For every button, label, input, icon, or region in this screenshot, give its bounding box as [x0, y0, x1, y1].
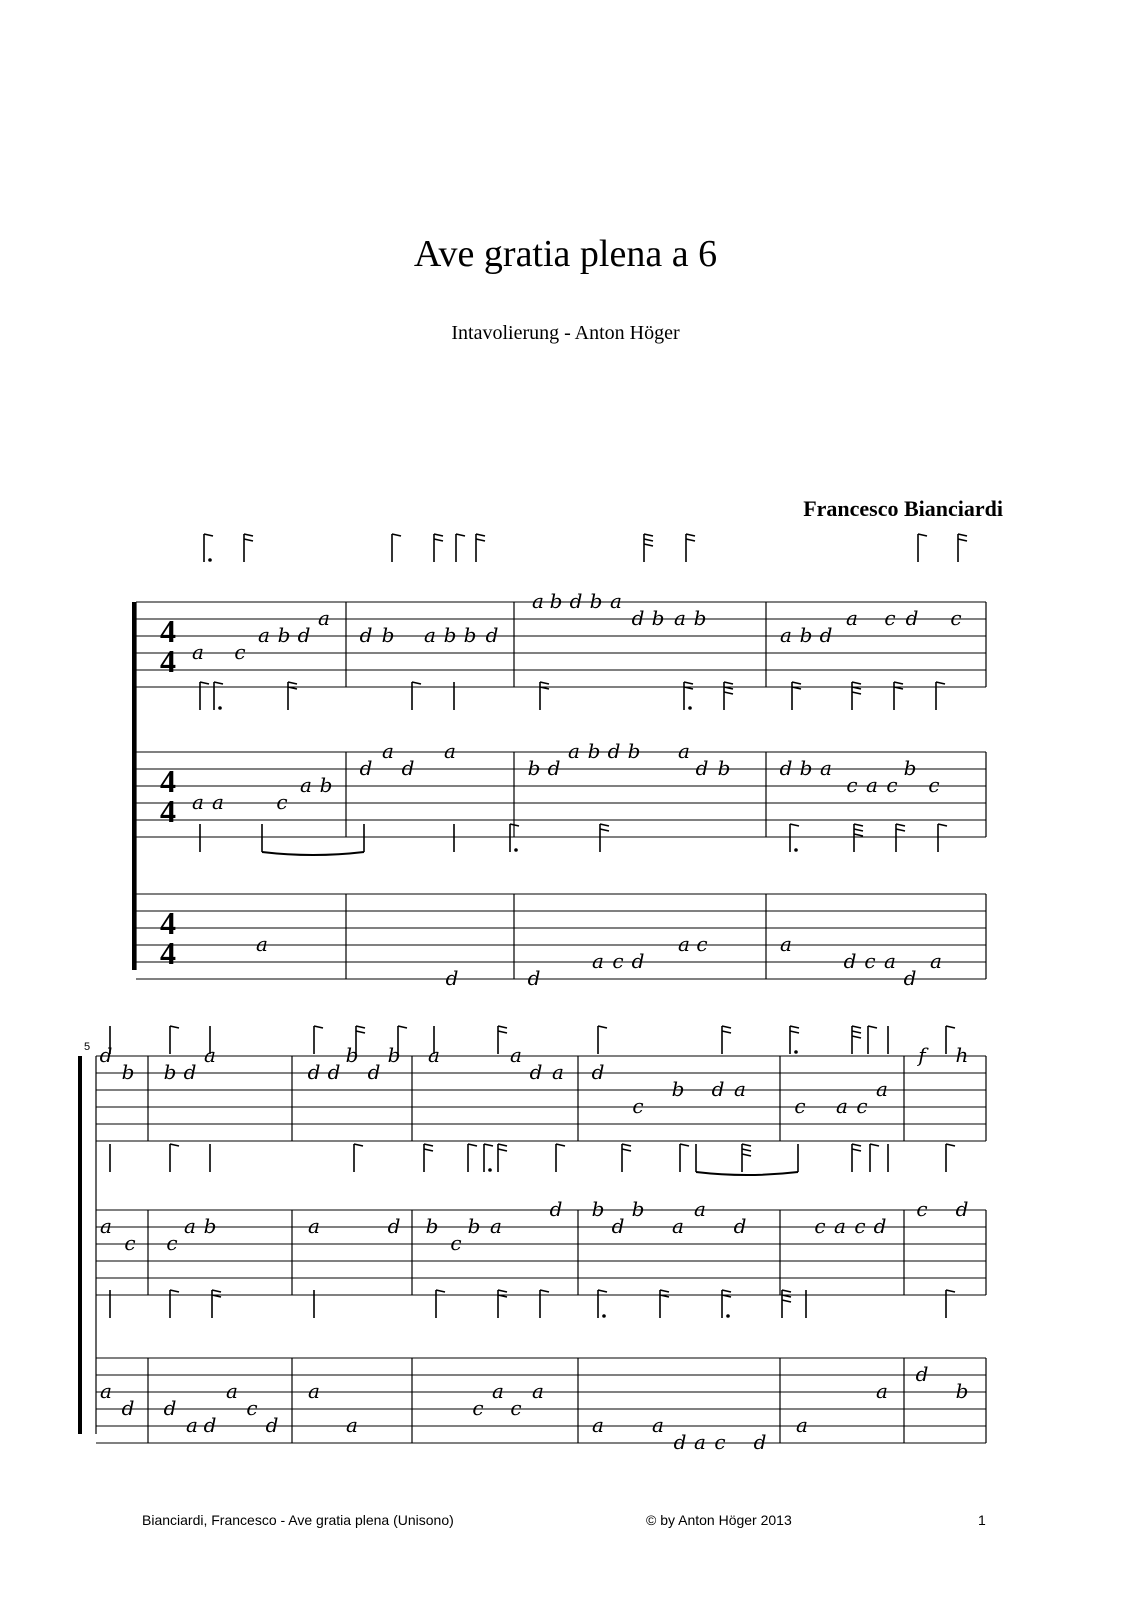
rhythm-flag: [854, 824, 863, 826]
rhythm-flag: [398, 1026, 407, 1028]
rhythm-flag: [244, 534, 253, 536]
rhythm-flag: [498, 1290, 507, 1292]
time-signature-numerator: 4: [160, 905, 176, 941]
tab-letter: a: [884, 949, 896, 973]
tab-letter: c: [814, 1214, 826, 1238]
tab-letter: c: [166, 1231, 178, 1255]
tab-letter: b: [463, 623, 477, 647]
tab-letter: b: [443, 623, 457, 647]
rhythm-flag: [170, 1026, 179, 1028]
tab-letter: b: [387, 1043, 401, 1067]
tab-letter: d: [359, 623, 373, 647]
time-signature-numerator: 4: [160, 763, 176, 799]
rhythm-flag: [204, 534, 213, 536]
tab-letter: c: [696, 932, 708, 956]
rhythm-flag: [476, 534, 485, 536]
rhythm-flag: [356, 1026, 365, 1028]
rhythm-flag: [946, 1026, 955, 1028]
tab-letter: d: [527, 966, 541, 990]
tab-letter: a: [780, 623, 792, 647]
rhythm-flag: [434, 539, 443, 541]
tab-letter: c: [854, 1214, 866, 1238]
rhythm-flag: [684, 682, 693, 684]
rhythm-flag: [356, 1031, 365, 1033]
tab-letter: c: [612, 949, 624, 973]
tab-letter: a: [258, 623, 270, 647]
tab-letter: f: [918, 1043, 926, 1067]
rhythm-flag: [852, 1144, 861, 1146]
rhythm-flag: [498, 1149, 507, 1151]
tab-letter: a: [592, 949, 604, 973]
tab-letter: b: [591, 1197, 605, 1221]
tab-letter: c: [246, 1396, 258, 1420]
tab-letter: a: [866, 773, 878, 797]
tab-letter: d: [163, 1396, 177, 1420]
tab-letter: d: [607, 739, 621, 763]
tab-letter: c: [864, 949, 876, 973]
tab-letter: b: [121, 1060, 135, 1084]
rhythm-flag: [852, 1031, 861, 1033]
tab-letter: a: [382, 739, 394, 763]
tab-letter: d: [915, 1362, 929, 1386]
tab-letter: b: [589, 589, 603, 613]
tab-letter: d: [631, 949, 645, 973]
tab-letter: a: [532, 589, 544, 613]
rhythm-flag: [498, 1026, 507, 1028]
rhythm-flag: [852, 1036, 861, 1038]
footer-piece-info: Bianciardi, Francesco - Ave gratia plena (Unisono): [142, 1512, 454, 1528]
tab-letter: c: [916, 1197, 928, 1221]
rhythm-flag: [600, 824, 609, 826]
tab-letter: d: [733, 1214, 747, 1238]
tab-letter: d: [905, 606, 919, 630]
rhythm-flag: [724, 692, 733, 694]
tab-letter: a: [490, 1214, 502, 1238]
rhythm-flag: [946, 1290, 955, 1292]
tab-letter: b: [799, 623, 813, 647]
tab-letter: a: [346, 1413, 358, 1437]
rhythm-flag: [724, 682, 733, 684]
tab-letter: a: [820, 756, 832, 780]
tab-letter: d: [265, 1413, 279, 1437]
rhythm-flag: [468, 1144, 477, 1146]
rhythm-flag: [540, 1290, 549, 1292]
tab-letter: a: [674, 606, 686, 630]
rhythm-flag: [476, 539, 485, 541]
rhythm-dot: [514, 848, 518, 852]
tab-letter: a: [212, 790, 224, 814]
rhythm-flag: [782, 1300, 791, 1302]
rhythm-flag: [212, 1290, 221, 1292]
tab-letter: a: [192, 640, 204, 664]
rhythm-flag: [244, 539, 253, 541]
tab-letter: c: [794, 1094, 806, 1118]
rhythm-flag: [314, 1026, 323, 1028]
tab-letter: a: [300, 773, 312, 797]
rhythm-flag: [722, 1290, 731, 1292]
rhythm-flag: [170, 1290, 179, 1292]
tab-letter: a: [184, 1214, 196, 1238]
tab-letter: b: [549, 589, 563, 613]
rhythm-flag: [870, 1144, 879, 1146]
tab-letter: a: [678, 932, 690, 956]
tab-letter: d: [297, 623, 311, 647]
tab-letter: d: [673, 1430, 687, 1454]
tab-letter: a: [444, 739, 456, 763]
rhythm-flag: [854, 834, 863, 836]
tab-letter: d: [445, 966, 459, 990]
tab-letter: a: [510, 1043, 522, 1067]
rhythm-flag: [622, 1144, 631, 1146]
rhythm-flag: [790, 1031, 799, 1033]
tab-letter: c: [886, 773, 898, 797]
rhythm-flag: [852, 682, 861, 684]
rhythm-flag: [686, 539, 695, 541]
rhythm-flag: [436, 1290, 445, 1292]
rhythm-flag: [214, 682, 223, 684]
tab-letter: b: [717, 756, 731, 780]
tab-letter: d: [529, 1060, 543, 1084]
time-signature-denominator: 4: [160, 793, 176, 829]
tab-letter: d: [307, 1060, 321, 1084]
tab-letter: a: [100, 1379, 112, 1403]
tab-letter: b: [203, 1214, 217, 1238]
tab-letter: c: [276, 790, 288, 814]
tab-letter: a: [568, 739, 580, 763]
tab-letter: d: [121, 1396, 135, 1420]
tab-letter: b: [903, 756, 917, 780]
measure-number: 5: [84, 1041, 91, 1053]
tab-letter: a: [186, 1413, 198, 1437]
rhythm-flag: [354, 1144, 363, 1146]
rhythm-flag: [742, 1149, 751, 1151]
tab-letter: b: [651, 606, 665, 630]
tab-letter: b: [799, 756, 813, 780]
tab-letter: c: [714, 1430, 726, 1454]
rhythm-flag: [946, 1144, 955, 1146]
tab-letter: a: [592, 1413, 604, 1437]
composer-name: Francesco Bianciardi: [803, 496, 1003, 521]
tab-letter: b: [631, 1197, 645, 1221]
rhythm-flag: [484, 1144, 493, 1146]
rhythm-flag: [598, 1290, 607, 1292]
rhythm-flag: [852, 1149, 861, 1151]
tab-letter: d: [955, 1197, 969, 1221]
rhythm-flag: [722, 1026, 731, 1028]
tab-letter: b: [671, 1077, 685, 1101]
tab-letter: d: [367, 1060, 381, 1084]
rhythm-beam: [696, 1172, 798, 1175]
tab-letter: a: [610, 589, 622, 613]
rhythm-flag: [598, 1026, 607, 1028]
tab-letter: d: [903, 966, 917, 990]
time-signature-denominator: 4: [160, 643, 176, 679]
rhythm-flag: [412, 682, 421, 684]
tab-letter: a: [930, 949, 942, 973]
rhythm-flag: [644, 539, 653, 541]
rhythm-flag: [790, 824, 799, 826]
rhythm-flag: [392, 534, 401, 536]
tab-letter: a: [100, 1214, 112, 1238]
tab-letter: a: [796, 1413, 808, 1437]
tab-letter: d: [611, 1214, 625, 1238]
rhythm-flag: [680, 1144, 689, 1146]
page-number: 1: [978, 1512, 986, 1528]
rhythm-dot: [688, 706, 692, 710]
tab-letter: a: [846, 606, 858, 630]
rhythm-flag: [938, 824, 947, 826]
rhythm-dot: [602, 1314, 606, 1318]
tab-letter: d: [591, 1060, 605, 1084]
tab-letter: d: [843, 949, 857, 973]
tab-letter: c: [846, 773, 858, 797]
rhythm-flag: [868, 1026, 877, 1028]
tab-letter: d: [631, 606, 645, 630]
tab-letter: a: [672, 1214, 684, 1238]
rhythm-flag: [434, 534, 443, 536]
tab-letter: a: [308, 1214, 320, 1238]
tab-letter: d: [327, 1060, 341, 1084]
rhythm-flag: [200, 682, 209, 684]
tab-letter: d: [99, 1043, 113, 1067]
rhythm-flag: [918, 534, 927, 536]
arrangement-credit: Intavolierung - Anton Höger: [451, 322, 680, 344]
tab-letter: c: [856, 1094, 868, 1118]
tab-letter: d: [549, 1197, 563, 1221]
time-signature-denominator: 4: [160, 935, 176, 971]
tab-letter: a: [734, 1077, 746, 1101]
rhythm-flag: [896, 829, 905, 831]
tab-letter: c: [450, 1231, 462, 1255]
rhythm-flag: [644, 534, 653, 536]
tab-letter: d: [183, 1060, 197, 1084]
tab-letter: c: [928, 773, 940, 797]
piece-title: Ave gratia plena a 6: [413, 233, 718, 275]
tab-letter: b: [587, 739, 601, 763]
rhythm-flag: [498, 1031, 507, 1033]
tab-letter: b: [277, 623, 291, 647]
tab-letter: a: [226, 1379, 238, 1403]
rhythm-dot: [208, 558, 212, 562]
tab-letter: d: [873, 1214, 887, 1238]
rhythm-dot: [794, 1050, 798, 1054]
rhythm-flag: [936, 682, 945, 684]
tab-letter: a: [876, 1379, 888, 1403]
tab-letter: b: [163, 1060, 177, 1084]
rhythm-flag: [686, 534, 695, 536]
tab-letter: a: [834, 1214, 846, 1238]
rhythm-dot: [488, 1168, 492, 1172]
tab-letter: d: [711, 1077, 725, 1101]
rhythm-flag: [852, 692, 861, 694]
tab-letter: b: [319, 773, 333, 797]
rhythm-flag: [498, 1144, 507, 1146]
tab-letter: a: [652, 1413, 664, 1437]
tab-letter: d: [485, 623, 499, 647]
tab-letter: c: [884, 606, 896, 630]
tab-letter: a: [428, 1043, 440, 1067]
tab-letter: a: [308, 1379, 320, 1403]
tab-letter: d: [547, 756, 561, 780]
tab-letter: a: [256, 932, 268, 956]
tab-letter: c: [472, 1396, 484, 1420]
tab-letter: h: [955, 1043, 969, 1067]
rhythm-flag: [424, 1149, 433, 1151]
rhythm-flag: [894, 682, 903, 684]
tab-letter: d: [569, 589, 583, 613]
time-signature-numerator: 4: [160, 613, 176, 649]
tab-letter: a: [424, 623, 436, 647]
rhythm-dot: [794, 848, 798, 852]
rhythm-dot: [218, 706, 222, 710]
tab-letter: a: [492, 1379, 504, 1403]
rhythm-flag: [852, 1026, 861, 1028]
tab-letter: b: [345, 1043, 359, 1067]
tab-letter: a: [192, 790, 204, 814]
rhythm-flag: [424, 1144, 433, 1146]
tab-letter: d: [695, 756, 709, 780]
tab-letter: d: [819, 623, 833, 647]
tab-letter: b: [627, 739, 641, 763]
rhythm-flag: [722, 1031, 731, 1033]
tab-letter: a: [836, 1094, 848, 1118]
rhythm-flag: [790, 1026, 799, 1028]
tab-letter: c: [234, 640, 246, 664]
tab-letter: c: [632, 1094, 644, 1118]
tab-letter: d: [753, 1430, 767, 1454]
tab-letter: a: [204, 1043, 216, 1067]
rhythm-flag: [456, 534, 465, 536]
tab-letter: b: [381, 623, 395, 647]
rhythm-flag: [540, 682, 549, 684]
tab-letter: b: [693, 606, 707, 630]
tab-letter: d: [359, 756, 373, 780]
tab-letter: d: [779, 756, 793, 780]
tab-letter: c: [510, 1396, 522, 1420]
rhythm-flag: [510, 824, 519, 826]
rhythm-flag: [170, 1144, 179, 1146]
footer-copyright: © by Anton Höger 2013: [646, 1512, 792, 1528]
tab-letter: a: [780, 932, 792, 956]
tab-letter: d: [387, 1214, 401, 1238]
tab-letter: a: [532, 1379, 544, 1403]
tab-letter: d: [203, 1413, 217, 1437]
rhythm-flag: [622, 1149, 631, 1151]
rhythm-flag: [556, 1144, 565, 1146]
tab-letter: a: [694, 1197, 706, 1221]
tab-letter: a: [318, 606, 330, 630]
tab-letter: c: [950, 606, 962, 630]
tab-letter: b: [425, 1214, 439, 1238]
rhythm-flag: [958, 534, 967, 536]
tab-letter: d: [401, 756, 415, 780]
tab-letter: a: [876, 1077, 888, 1101]
tab-letter: b: [527, 756, 541, 780]
rhythm-flag: [742, 1154, 751, 1156]
rhythm-dot: [726, 1314, 730, 1318]
rhythm-flag: [782, 1290, 791, 1292]
rhythm-flag: [660, 1290, 669, 1292]
rhythm-flag: [854, 829, 863, 831]
rhythm-flag: [742, 1144, 751, 1146]
rhythm-beam: [262, 852, 364, 855]
tab-letter: a: [678, 739, 690, 763]
tab-letter: c: [124, 1231, 136, 1255]
tab-letter: a: [694, 1430, 706, 1454]
rhythm-flag: [288, 682, 297, 684]
rhythm-flag: [600, 829, 609, 831]
tab-letter: b: [467, 1214, 481, 1238]
rhythm-flag: [792, 682, 801, 684]
tab-letter: b: [955, 1379, 969, 1403]
rhythm-flag: [896, 824, 905, 826]
rhythm-flag: [958, 539, 967, 541]
rhythm-flag: [644, 544, 653, 546]
tab-letter: a: [552, 1060, 564, 1084]
